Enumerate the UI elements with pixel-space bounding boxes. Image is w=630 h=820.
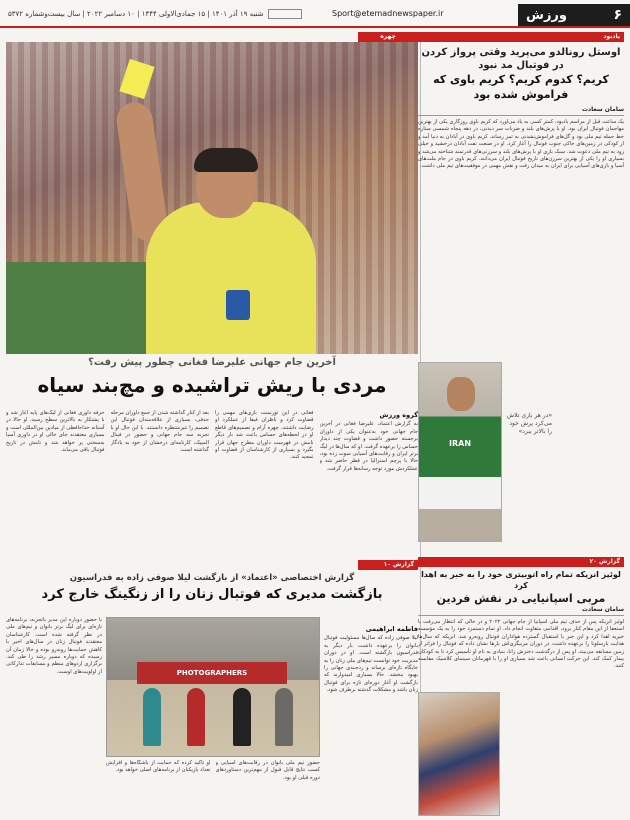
right-lower-kicker: لوئیز انریکه تمام راه اتوبیتری خود را به خبر به اهدا کرد (421, 570, 621, 590)
text-column (216, 760, 321, 814)
pull-quote: «در هر بازی تلاش می‌کرد پرش خود را بالاتر ببرد» (506, 412, 552, 435)
lower-left-column (6, 617, 102, 815)
paragraph: حرفه داوری فغانی از لیگ‌های پایه آغاز شد و با پشتکار به بالاترین سطح رسید. او حالا در آستانه خداحافظی از میادین بین‌المللی است و بسیاری معتقدند جای خالی او در داوری آسیا به‌سختی پر خواهد شد و نامش در تاریخ فوتبال باقی می‌ماند. (6, 410, 105, 454)
paragraph: به گزارش اعتماد، علیرضا فغانی در آخرین جام جهانی خود به‌عنوان یکی از داوران برجسته حضور داشت و قضاوت چند دیدار حساس را برعهده گرفت. او که سال‌ها در لیگ برتر ایران و رقابت‌های آسیایی سوت زده بود، حالا با پرچم استرالیا در قطر حاضر شد و عملکردش مورد توجه رسانه‌ها قرار گرفت. (319, 421, 418, 472)
player-photo (418, 362, 502, 542)
right-headline: کریم؟ کدوم کریم؟ کریم باوی که فراموش شده بود (433, 73, 609, 101)
lower-photo (106, 617, 320, 757)
right-tag: یادبود (418, 32, 624, 42)
fifa-badge-icon (226, 290, 250, 320)
text-column (106, 760, 211, 814)
section-name: ورزش (526, 7, 567, 23)
paragraph: لیلا صوفی زاده که سال‌ها مسئولیت فوتبال بانوان را برعهده داشت، بار دیگر به فدراسیون بازگشته است. او در دوران مدیریت خود توانست تیم‌های ملی زنان را به جایگاه تازه‌ای برساند و رده‌بندی جهانی را بهبود ببخشد. حالا بسیاری امیدوارند که بازگشت او آغاز دوره‌ای تازه برای فوتبال زنان باشد و مشکلات گذشته برطرف شود. (324, 635, 418, 694)
page-number: ۶ (613, 7, 622, 23)
lower-headline: بازگشت مدیری که فوتبال زنان را از زنگینگ خارج کرد (41, 587, 383, 602)
hero-headline: مردی با ریش تراشیده و مچ‌بند سیاه (37, 373, 387, 397)
main-text-columns (6, 410, 418, 560)
right-byline: سامان سعادت (418, 106, 624, 116)
paragraph: حضور تیم ملی بانوان در رقابت‌های آسیایی و کسب نتایج قابل قبول از مهم‌ترین دستاوردهای دوره قبلی او بود. (215, 760, 320, 781)
player-face (447, 377, 475, 411)
right-lower-tag: گزارش ۲۰ (418, 557, 624, 567)
lower-under-columns (106, 760, 320, 814)
paragraph: لوئیز انریکه پس از حذف تیم ملی اسپانیا از جام جهانی ۲۰۲۲ و در حالی که انتظار می‌رفت با استعفا از این مقام کنار برود، اقدامی متفاوت انجام داد. او تمام دستمزد خود را به یک مؤسسه خیریه اهدا کرد و این خبر با استقبال گسترده هواداران فوتبال روبه‌رو شد. انریکه که سال‌ها هدایت بارسلونا را برعهده داشت، در دوران مربیگری‌اش بارها نشان داده که فوتبال را فراتر از زمین مسابقه می‌بیند. او پس از درگذشت دخترش زانا، بنیادی به نام او تأسیس کرد تا به کودکان بیمار کمک کند. این حرکت انسانی باعث شد بسیاری او را با قهرمانان سینمای کلاسیک مقایسه کنند. (418, 619, 624, 670)
main-area (6, 32, 418, 816)
person-figure (143, 688, 161, 746)
referee-hair (194, 148, 258, 172)
page-header (0, 0, 630, 28)
lower-kicker: گزارش اختصاصی «اعتماد» از بازگشت لیلا صوفی زاده به فدراسیون (69, 573, 355, 583)
dateline-text: شنبه ۱۹ آذر ۱۴۰۱ | ۱۵ جمادی‌الاولی ۱۴۴۴ | ۱۰ دسامبر ۲۰۲۲ | سال بیست‌وشماره ۵۳۷۲ (8, 10, 264, 18)
newspaper-logo-icon (268, 9, 302, 19)
dateline (8, 9, 328, 19)
lower-section-bar (6, 560, 418, 570)
right-column (418, 32, 624, 816)
text-column (111, 410, 210, 560)
hero-photo (6, 42, 418, 354)
paragraph: او تأکید کرده که حمایت از باشگاه‌ها و افزایش تعداد بازیکنان از برنامه‌های اصلی خواهد بود. (106, 760, 211, 774)
lower-author: فاطمه ابراهیمی (365, 625, 418, 633)
person-figure (187, 688, 205, 746)
paragraph: بعد از کنار گذاشته شدن از جمع داوران مرحله حذفی، بسیاری از علاقه‌مندان فوتبال این تصمیم را غیرمنتظره دانستند. با این حال او با تجربه سه جام جهانی و حضور در فینال المپیک، کارنامه‌ای درخشان از خود به یادگار گذاشته است. (110, 410, 209, 454)
text-column (320, 410, 419, 560)
lower-tag: گزارش ۱۰ (358, 560, 418, 570)
right-kicker: اوستل رونالدو می‌پرید وقتی پرواز کردن در فوتبال مد نبود (421, 47, 621, 71)
referee-shirt (146, 202, 316, 354)
right-article-text (418, 119, 624, 394)
section-tab (518, 4, 630, 26)
hero-kicker: آخرین جام جهانی علیرضا فغانی چطور پیش رفت؟ (88, 357, 336, 368)
person-figure (233, 688, 251, 746)
enrique-photo (418, 692, 500, 816)
right-lower-byline: سامان سعادت (418, 606, 624, 616)
person-figure (275, 688, 293, 746)
author-label: گروه ورزش (379, 411, 418, 419)
right-lower-headline: مربی اسپانیایی در نقش فردین (436, 592, 606, 605)
jersey-iran-text: IRAN (449, 439, 472, 448)
text-column (6, 410, 105, 560)
text-column (215, 410, 314, 560)
section-email[interactable]: Sport@etemadnewspaper.ir (332, 9, 444, 18)
paragraph: با حضور دوباره این مدیر باتجربه، برنامه‌های تازه‌ای برای لیگ برتر بانوان و تیم‌های ملی در نظر گرفته شده است. کارشناسان معتقدند فوتبال زنان در سال‌های اخیر با کاهش حمایت‌ها روبه‌رو بوده و حالا زمان آن رسیده که دوباره مسیر رشد را طی کند. برگزاری اردوهای منظم و مسابقات تدارکاتی از اولویت‌های اوست. (6, 617, 102, 675)
paragraph: فغانی در این تورنمنت بازی‌های مهمی را قضاوت کرد و ناظران فیفا از عملکرد او رضایت داشتند. چهره آرام و تصمیم‌های قاطع او در لحظه‌های حساس باعث شد بار دیگر نامش در فهرست داوران مطرح جهان قرار بگیرد و بسیاری از کارشناسان از قضاوت او تمجید کنند. (215, 410, 314, 461)
hero-tag: چهره (358, 32, 418, 42)
lower-right-column (324, 624, 418, 814)
photo-banner: PHOTOGRAPHERS (137, 662, 287, 684)
paragraph: یک ساعت قبل از مراسم یادبود، کمتر کسی به یاد می‌آورد که کریم باوی روزگاری یکی از بهترین مهاجمان فوتبال ایران بود. او با پرش‌های بلند و ضربات سر دیدنی، در دهه پنجاه شمسی ستاره خط حمله تیم ملی بود و گل‌های فراموش‌نشدنی به ثمر رساند. کریم باوی در آبادان به دنیا آمد و از کودکی در زمین‌های خاکی جنوب فوتبال را آغاز کرد. او در صنعت نفت آبادان درخشید و خیلی زود به تیم ملی دعوت شد. سبک بازی او با پرش‌های بلند و سرزنی‌های قدرتمند شناخته می‌شد و بسیاری او را یکی از بهترین سرزن‌های تاریخ فوتبال ایران می‌دانند. کریم باوی در جام ملت‌های آسیا و بازی‌های آسیایی برای ایران به میدان رفت و نقش مهمی در موفقیت‌های تیم ملی داشت. (418, 119, 624, 170)
pitch (6, 262, 146, 354)
